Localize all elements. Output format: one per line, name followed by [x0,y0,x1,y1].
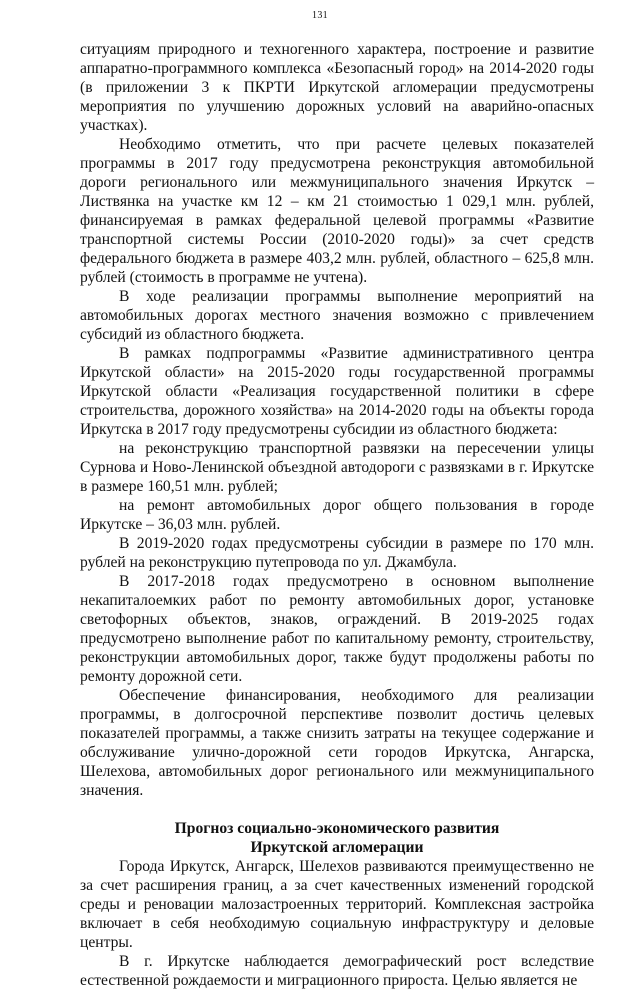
paragraph-2: Необходимо отметить, что при расчете целевых показателей программы в 2017 году предусмотрена реконструкция автомобильной дороги регионального или межмуниципального значения Иркутск – Листвянка на участке км 12 – км 21 стоимостью 1 029,1 млн. рублей, финансируемая в рамках федеральной целевой программы «Развитие транспортной системы России (2010-2020 годы)» за счет средств федерального бюджета в размере 403,2 млн. рублей, областного – 625,8 млн. рублей (стоимость в программе не учтена). [80,136,594,286]
paragraph-11: В г. Иркутске наблюдается демографический рост вследствие естественной рождаемости и миграционного прироста. Целью является не [80,953,594,989]
section-gap [80,800,594,819]
paragraph-4: В рамках подпрограммы «Развитие административного центра Иркутской области» на 2015-2020 годы государственной программы Иркутской области «Реализация государственной политики в сфере строительства, дорожного хозяйства» на 2014-2020 годы на объекты города Иркутска в 2017 году предусмотрены субсидии из областного бюджета: [80,345,594,438]
paragraph-8: В 2017-2018 годах предусмотрено в основном выполнение некапиталоемких работ по ремонту автомобильных дорог, установке светофорных объектов, знаков, ограждений. В 2019-2025 годах предусмотрено выполнение работ по капитальному ремонту, строительству, реконструкции автомобильных дорог, также будут продолжены работы по ремонту дорожной сети. [80,573,594,685]
paragraph-3: В ходе реализации программы выполнение мероприятий на автомобильных дорогах местного значения возможно с привлечением субсидий из областного бюджета. [80,288,594,343]
section-heading-line-1: Прогноз социально-экономического развития [174,820,500,837]
paragraph-9: Обеспечение финансирования, необходимого для реализации программы, в долгосрочной перспективе позволит достичь целевых показателей программы, а также снизить затраты на текущее содержание и обслуживание улично-дорожной сети городов Иркутска, Ангарска, Шелехова, автомобильных дорог регионального или межмуниципального значения. [80,687,594,799]
page-number: 131 [312,10,328,21]
paragraph-10: Города Иркутск, Ангарск, Шелехов развиваются преимущественно не за счет расширения границ, а за счет качественных изменений городской среды и реновации малозастроенных территорий. Комплексная застройка включает в себя необходимую социальную инфраструктуру и деловые центры. [80,858,594,951]
section-heading-line-2: Иркутской агломерации [250,839,424,856]
document-body [80,40,594,990]
paragraph-6: на ремонт автомобильных дорог общего пользования в городе Иркутске – 36,03 млн. рублей. [80,497,594,533]
paragraph-7: В 2019-2020 годах предусмотрены субсидии в размере по 170 млн. рублей на реконструкцию путепровода по ул. Джамбула. [80,535,594,571]
paragraph-5: на реконструкцию транспортной развязки на пересечении улицы Сурнова и Ново-Ленинской объездной автодороги с развязками в г. Иркутске в размере 160,51 млн. рублей; [80,440,594,495]
paragraph-1: ситуациям природного и техногенного характера, построение и развитие аппаратно-программного комплекса «Безопасный город» на 2014-2020 годы (в приложении 3 к ПКРТИ Иркутской агломерации предусмотрены мероприятия по улучшению дорожных условий на аварийно-опасных участках). [80,41,594,134]
